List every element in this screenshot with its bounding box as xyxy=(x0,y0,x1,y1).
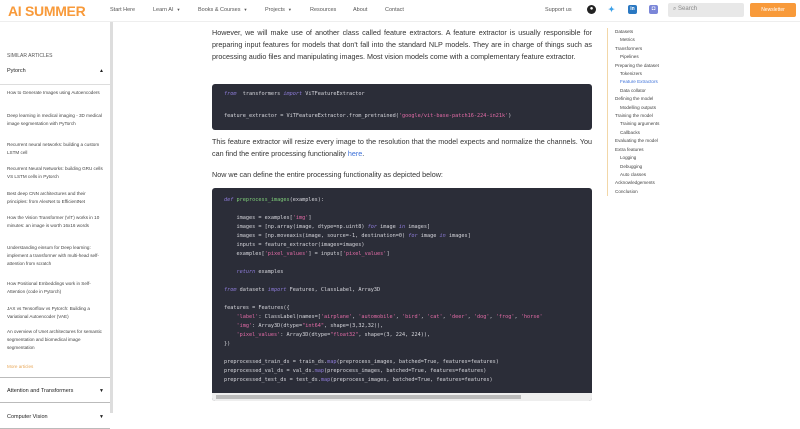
logo[interactable]: AI SUMMER xyxy=(8,3,86,19)
more-articles-link[interactable]: More articles xyxy=(7,364,34,369)
code-token: 'pixel_values' xyxy=(224,332,281,338)
code-token: (examples): xyxy=(289,197,324,203)
code-line xyxy=(224,358,580,367)
code-token: 'frog' xyxy=(495,314,515,320)
code-token: 'dog' xyxy=(473,314,490,320)
code-line xyxy=(224,268,580,277)
toc-item[interactable]: Tokenizers xyxy=(620,71,642,77)
code-token: inputs = feature_extractor(images=images) xyxy=(224,242,365,248)
toc-item[interactable]: Extra features xyxy=(615,146,644,152)
code-token: 'bird' xyxy=(402,314,421,320)
code-token: image xyxy=(417,233,440,239)
toc-item[interactable]: Preparing the dataset xyxy=(615,62,659,68)
sidebar-title: SIMILAR ARTICLES xyxy=(7,53,53,59)
nav-label: Books & Courses xyxy=(198,7,241,13)
code-token: examples xyxy=(255,269,284,275)
code-token: , shape=(3,32,32)), xyxy=(323,323,384,329)
support-us-link[interactable]: Support us xyxy=(545,7,572,13)
code-token: in xyxy=(398,224,406,230)
toc-item[interactable]: Logging xyxy=(620,155,637,161)
nav-about[interactable]: About xyxy=(353,7,368,13)
caret-down-icon: ▼ xyxy=(176,7,181,12)
similar-article-link[interactable]: Understanding einsum for Deep learning: implement a transformer with multi-head self-attention from scratch xyxy=(7,245,99,266)
code-token: , xyxy=(352,314,359,320)
code-line xyxy=(224,313,580,322)
similar-article-link[interactable]: How Positional Embeddings work in Self-Attention (code in Pytorch) xyxy=(7,281,91,294)
nav-learn-ai[interactable] xyxy=(153,7,180,13)
top-header xyxy=(0,0,800,22)
paragraph-end: . xyxy=(362,149,365,158)
table-of-contents xyxy=(607,28,659,196)
code-line xyxy=(224,295,580,304)
toc-item[interactable]: Conclusion xyxy=(615,188,638,194)
similar-article-link[interactable]: JAX vs Tensorflow vs Pytorch: Building a Variational Autoencoder (VAE) xyxy=(7,306,90,319)
code-token: for xyxy=(367,224,378,230)
twitter-icon[interactable]: ✦ xyxy=(608,5,615,14)
code-token: : ClassLabel(names=[ xyxy=(258,314,321,320)
caret-down-icon[interactable]: ▼ xyxy=(99,388,104,394)
code-token: in xyxy=(439,233,446,239)
toc-item[interactable]: Metrics xyxy=(620,37,635,43)
linkedin-icon[interactable]: in xyxy=(628,5,637,14)
code-line xyxy=(224,112,580,123)
discord-icon[interactable]: ◘ xyxy=(649,5,658,14)
code-token: images] xyxy=(445,233,471,239)
code-line xyxy=(224,232,580,241)
code-line xyxy=(224,259,580,268)
nav-contact[interactable]: Contact xyxy=(385,7,404,13)
divider xyxy=(0,402,110,403)
code-token: }) xyxy=(224,341,231,347)
code-token: , xyxy=(467,314,474,320)
horizontal-scrollbar[interactable] xyxy=(212,393,592,401)
code-line xyxy=(224,223,580,232)
category-computer-vision[interactable]: Computer Vision xyxy=(7,414,48,420)
sidebar-scrollbar[interactable] xyxy=(110,22,113,413)
code-line xyxy=(224,205,580,214)
toc-item[interactable]: Pipelines xyxy=(620,54,639,60)
code-token: (preprocess_images, batched=True, features=features) xyxy=(330,377,493,383)
code-token: image xyxy=(377,224,399,230)
code-token: "float32" xyxy=(330,332,359,338)
similar-article-link[interactable]: Recurrent neural networks: building a custom LSTM cell xyxy=(7,142,100,155)
code-token: datasets xyxy=(236,287,268,293)
caret-down-icon: ▼ xyxy=(243,7,248,12)
code-token: import xyxy=(283,91,303,97)
code-token: Features, ClassLabel, Array3D xyxy=(286,287,381,293)
code-line xyxy=(224,331,580,340)
code-line xyxy=(224,376,580,385)
category-attention-transformers[interactable]: Attention and Transformers xyxy=(7,388,74,394)
scrollbar-thumb[interactable] xyxy=(216,395,521,399)
caret-down-icon[interactable]: ▼ xyxy=(99,414,104,420)
code-token: , xyxy=(442,314,449,320)
code-token: images = [np.array(image, dtype=np.uint8) xyxy=(224,224,368,230)
code-token: ) xyxy=(508,113,512,119)
code-token: , xyxy=(514,314,521,320)
code-token: features = Features({ xyxy=(224,305,290,311)
code-token: preprocessed_val_ds = val_ds. xyxy=(224,368,315,374)
code-token: ] xyxy=(386,251,390,257)
code-token: map xyxy=(327,359,337,365)
code-token: 'cat' xyxy=(427,314,443,320)
code-line xyxy=(224,277,580,286)
similar-article-link[interactable]: Deep learning in medical imaging - 3D medical image segmentation with PyTorch xyxy=(7,113,102,126)
paragraph-text: This feature extractor will resize every image to the resolution that the model expects and normalize the channels. You can find the entire processing functionality xyxy=(212,137,592,158)
code-token: 'automobile' xyxy=(358,314,396,320)
code-token: return xyxy=(224,269,256,275)
code-line xyxy=(224,101,580,112)
nav-resources[interactable]: Resources xyxy=(310,7,337,13)
nav-start-here[interactable]: Start Here xyxy=(110,7,136,13)
code-token: ViTFeatureExtractor xyxy=(302,91,365,97)
code-token: "int64" xyxy=(302,323,324,329)
divider xyxy=(0,84,110,85)
toc-item[interactable]: Defining the model xyxy=(615,96,654,102)
code-token: map xyxy=(320,377,331,383)
code-token: def xyxy=(224,197,234,203)
code-token: images = examples[ xyxy=(224,215,293,221)
code-token: 'pixel_values' xyxy=(342,251,387,257)
code-token: , xyxy=(420,314,428,320)
paragraph-define: Now we can define the entire processing functionality as depicted below: xyxy=(212,170,443,179)
search-input[interactable] xyxy=(668,3,744,17)
category-pytorch[interactable]: Pytorch xyxy=(7,68,26,74)
toc-item[interactable]: Debugging xyxy=(620,163,643,169)
code-line xyxy=(224,196,580,205)
code-token: transformers xyxy=(236,91,284,97)
code-token: images = [np.moveaxis(image, source=-1, destination=0) xyxy=(224,233,409,239)
code-token: preprocessed_test_ds = test_ds. xyxy=(224,377,321,383)
toc-item[interactable]: Training the model xyxy=(615,113,653,119)
toc-item[interactable]: Acknowledgements xyxy=(615,180,655,186)
nav-label: Learn AI xyxy=(153,7,174,13)
code-token: 'horse' xyxy=(520,314,543,320)
search-placeholder: Search xyxy=(678,6,698,12)
nav-label: Projects xyxy=(265,7,285,13)
toc-item[interactable]: Callbacks xyxy=(620,129,640,135)
toc-item[interactable]: Transformers xyxy=(615,45,643,51)
caret-up-icon[interactable]: ▲ xyxy=(99,68,104,74)
code-line xyxy=(224,322,580,331)
code-line xyxy=(224,286,580,295)
github-icon[interactable]: ● xyxy=(587,5,596,14)
code-block-1 xyxy=(212,84,592,130)
toc-item[interactable]: Training arguments xyxy=(620,121,660,127)
code-token: (preprocess_images, batched=True, features=features) xyxy=(323,368,487,374)
paragraph-feature-extractors: However, we will make use of another class called feature extractors. A feature extractor is usually responsible for preparing input features for models that don't fall into the standard NLP models. They are in charge of things such as processing audio files and manipulating images. Most vision models come with a complementary feature extractor. xyxy=(212,28,592,61)
code-token: , xyxy=(395,314,403,320)
code-line xyxy=(224,367,580,376)
code-token: 'label' xyxy=(224,314,259,320)
similar-article-link[interactable]: How the Vision Transformer (ViT) works in 10 minutes: an image is worth 16x16 words xyxy=(7,215,100,228)
code-token: for xyxy=(408,233,418,239)
code-line xyxy=(224,340,580,349)
similar-article-link[interactable]: How to Generate Images using Autoencoders xyxy=(7,90,100,95)
code-line xyxy=(224,90,580,101)
divider xyxy=(0,377,110,378)
code-token: , shape=(3, 224, 224)), xyxy=(358,332,431,338)
caret-down-icon: ▼ xyxy=(287,7,292,12)
code-token: 'airplane' xyxy=(320,314,353,320)
toc-item[interactable]: Modelling outputs xyxy=(620,104,657,110)
code-line xyxy=(224,304,580,313)
newsletter-button[interactable]: Newsletter xyxy=(750,3,796,17)
code-token: 'img' xyxy=(292,215,309,221)
code-block-2 xyxy=(212,188,592,401)
code-token: , xyxy=(489,314,496,320)
code-token: ] xyxy=(308,215,312,221)
toc-item[interactable]: Data collator xyxy=(620,87,646,93)
similar-article-link[interactable]: An overview of Unet architectures for semantic segmentation and biomedical image segmentation xyxy=(7,329,102,350)
code-line xyxy=(224,250,580,259)
nav-books-courses[interactable] xyxy=(198,7,247,13)
code-line xyxy=(224,241,580,250)
code-token: 'deer' xyxy=(448,314,468,320)
code-token: from xyxy=(224,287,237,293)
search-icon: ⌕ xyxy=(673,6,679,12)
toc-item[interactable]: Evaluating the model xyxy=(615,138,658,144)
code-token: preprocessed_train_ds = train_ds. xyxy=(224,359,328,365)
code-token: import xyxy=(267,287,287,293)
sidebar xyxy=(0,22,110,420)
nav-projects[interactable] xyxy=(265,7,292,13)
toc-item[interactable]: Datasets xyxy=(615,29,634,34)
code-token: 'img' xyxy=(224,323,253,329)
toc-item[interactable]: Feature Extractors xyxy=(620,79,658,85)
code-token: examples[ xyxy=(224,251,265,257)
code-token: images] xyxy=(405,224,431,230)
here-link[interactable]: here xyxy=(347,149,363,158)
code-token: feature_extractor = ViTFeatureExtractor.from_pretrained( xyxy=(224,113,399,119)
similar-article-link[interactable]: Best deep CNN architectures and their principles: from AlexNet to EfficientNet xyxy=(7,191,86,204)
similar-article-link[interactable]: Recurrent Neural Networks: building GRU cells VS LSTM cells in Pytorch xyxy=(7,166,103,179)
code-line xyxy=(224,349,580,358)
code-token: map xyxy=(314,368,324,374)
code-token: : Array3D(dtype= xyxy=(252,323,303,329)
paragraph-resize xyxy=(212,136,592,160)
code-token: preprocess_images xyxy=(233,197,290,203)
code-token: ] = inputs[ xyxy=(308,251,343,257)
code-token: (preprocess_images, batched=True, features=features) xyxy=(336,359,499,365)
code-token: 'pixel_values' xyxy=(264,251,309,257)
code-token: 'google/vit-base-patch16-224-in21k' xyxy=(398,113,509,119)
code-line xyxy=(224,214,580,223)
code-token: from xyxy=(224,91,237,97)
code-token: : Array3D(dtype= xyxy=(280,332,331,338)
toc-item[interactable]: Auto classes xyxy=(620,171,647,177)
